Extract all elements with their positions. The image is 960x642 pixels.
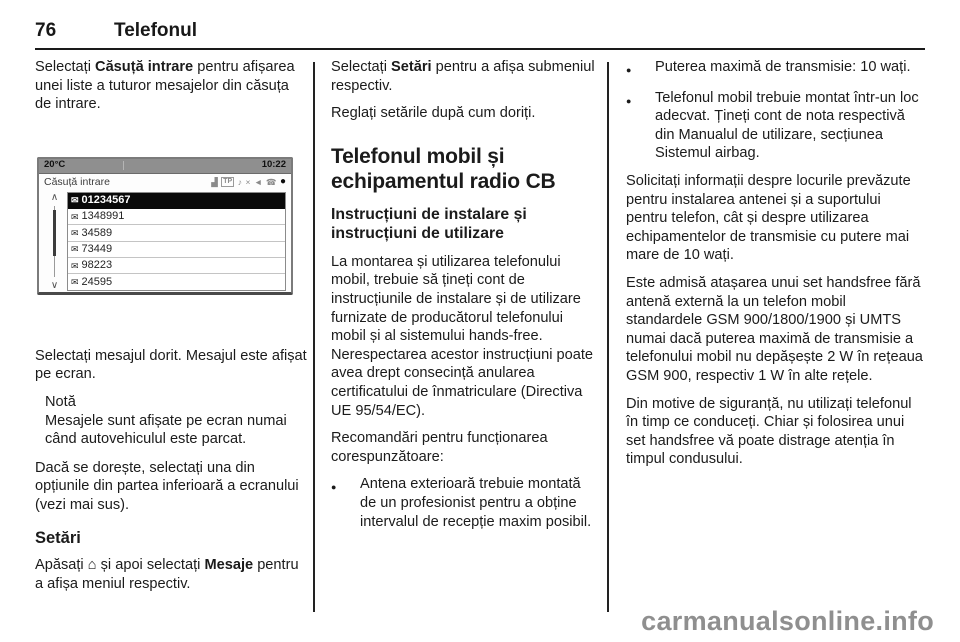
message-number: 24595 <box>81 275 113 288</box>
paragraph-options: Dacă se dorește, selectați una din opțiunile din partea inferioară a ecranului (vezi mai sus). <box>35 459 299 513</box>
list-area <box>39 191 291 291</box>
section-heading-mobile-cb: Telefonul mobil și echipamentul radio CB <box>331 144 556 193</box>
note-text: Mesajele sunt afișate pe ecran numai când autovehiculul este parcat. <box>45 412 287 448</box>
header-rule <box>35 48 925 50</box>
paragraph-adjust: Reglați setările după cum doriți. <box>331 105 536 122</box>
signal-icon: ▟ <box>211 177 218 188</box>
text-segment: Selectați <box>331 59 392 75</box>
menu-name-messages: Mesaje <box>204 557 254 574</box>
temperature-readout: 20°C <box>44 159 66 171</box>
column-divider <box>313 62 315 612</box>
paragraph-antenna-info: Solicitați informații despre locurile prevăzute pentru instalarea antenei și a suportului pentru telefon, cât și despre utilizarea echipamentelor de transmisie cu putere mai mare de 10 wați. <box>626 172 911 264</box>
column-divider <box>607 62 609 612</box>
message-number: 34589 <box>81 226 113 239</box>
bullet-icon: ● <box>331 482 337 493</box>
message-list <box>67 192 286 291</box>
message-number: 1348991 <box>81 210 125 223</box>
infotainment-screenshot <box>35 123 307 335</box>
column-1 <box>35 58 307 602</box>
paragraph-instructions: La montarea și utilizarea telefonului mobil, trebuie să țineți cont de instrucțiunile de instalare și de utilizare furnizate de producătorul telefonului mobil și al sistemului hands-free. Nerespectarea acestor instrucțiuni poate avea drept consecință anularea certificatului de înmatriculare (Directiva UE 95/54/EC). <box>331 253 594 419</box>
envelope-icon: ✉ <box>71 195 79 206</box>
message-number: 01234567 <box>81 194 131 207</box>
envelope-icon: ✉ <box>71 260 79 271</box>
text-segment: pentru a afișa submeniul respectiv. <box>331 59 595 94</box>
paragraph-inbox-intro <box>35 58 307 114</box>
clock-readout: 10:22 <box>261 159 286 171</box>
message-row <box>68 274 285 289</box>
speaker-icon: ◄ <box>253 177 263 188</box>
bullet-item <box>626 89 926 163</box>
screen-title: Căsuță intrare <box>44 175 110 188</box>
paragraph-settings <box>35 556 307 593</box>
bullet-text: Puterea maximă de transmisie: 10 wați. <box>655 59 911 75</box>
status-icons <box>211 177 286 187</box>
text-segment: Apăsați <box>35 557 88 574</box>
subheading-instructions: Instrucțiuni de instalare și instrucțiuni de utilizare <box>331 205 527 243</box>
tp-badge-icon: TP <box>223 178 233 186</box>
cross-icon: × <box>245 177 251 188</box>
paragraph-recommendations: Recomandări pentru funcționarea corespunzătoare: <box>331 430 548 465</box>
statusbar-divider <box>123 161 124 170</box>
screen-title-row <box>39 174 291 191</box>
bullet-icon: ● <box>626 95 632 106</box>
bullet-item <box>626 58 926 80</box>
scroll-up-icon: ∧ <box>50 191 59 203</box>
note-block <box>45 393 307 449</box>
message-number: 73449 <box>81 243 113 256</box>
menu-name-settings: Setări <box>391 59 432 75</box>
watermark: carmanualsonline.info <box>641 606 934 636</box>
paragraph-safety: Din motive de siguranță, nu utilizați telefonul în timp ce conduceți. Chiar și folosirea unui set handsfree vă poate distrage atenția în timpul condusului. <box>626 395 912 468</box>
column-2 <box>331 58 598 540</box>
message-number: 98223 <box>81 259 113 272</box>
scroll-down-icon: ∨ <box>50 279 59 291</box>
home-icon: ⌂ <box>87 557 97 574</box>
mute-icon: ♪ <box>237 177 242 188</box>
text-segment: Selectați <box>35 59 96 75</box>
envelope-icon: ✉ <box>71 228 79 239</box>
text-segment: și apoi selectați <box>96 557 205 574</box>
paragraph-select-settings <box>331 58 598 95</box>
envelope-icon: ✉ <box>71 211 79 222</box>
phone-icon: ☎ <box>265 177 277 188</box>
column-3 <box>626 58 926 478</box>
bluetooth-icon: ● <box>279 176 286 188</box>
bullet-text: Telefonul mobil trebuie montat într-un loc adecvat. Țineți cont de nota respectivă din Manualul de utilizare, secțiunea Sistemul airbag. <box>655 89 919 162</box>
envelope-icon: ✉ <box>71 244 79 255</box>
page-number: 76 <box>35 20 57 41</box>
paragraph-select-message: Selectați mesajul dorit. Mesajul este afișat pe ecran. <box>35 347 307 383</box>
bullet-text: Antena exterioară trebuie montată de un profesionist pentru a obține intervalul de recepție maxim posibil. <box>360 476 592 530</box>
menu-name-inbox: Căsuță intrare <box>95 59 194 75</box>
scrollbar-column <box>42 192 67 291</box>
scrollbar-thumb <box>53 210 56 256</box>
infotainment-screen <box>37 157 293 295</box>
text-segment: pentru afișarea unei liste a tuturor mesajelor din căsuța de intrare. <box>35 59 295 113</box>
paragraph-handsfree: Este admisă atașarea unui set handsfree fără antenă externă la un telefon mobil standardele GSM 900/1800/1900 și UMTS numai dacă puterea maximă de transmisie a telefonului mobil nu depășește 2 W în rețeaua GSM 900, respectiv 1 W în alte rețele. <box>626 274 923 384</box>
note-label: Notă <box>45 393 76 410</box>
bullet-item <box>331 475 598 531</box>
chapter-title: Telefonul <box>114 20 198 41</box>
bullet-icon: ● <box>626 65 632 75</box>
envelope-icon: ✉ <box>71 276 79 287</box>
scrollbar-track <box>54 206 55 277</box>
text-segment: pentru a afișa meniul respectiv. <box>35 557 299 592</box>
heading-settings: Setări <box>35 528 81 547</box>
status-bar <box>39 159 291 174</box>
